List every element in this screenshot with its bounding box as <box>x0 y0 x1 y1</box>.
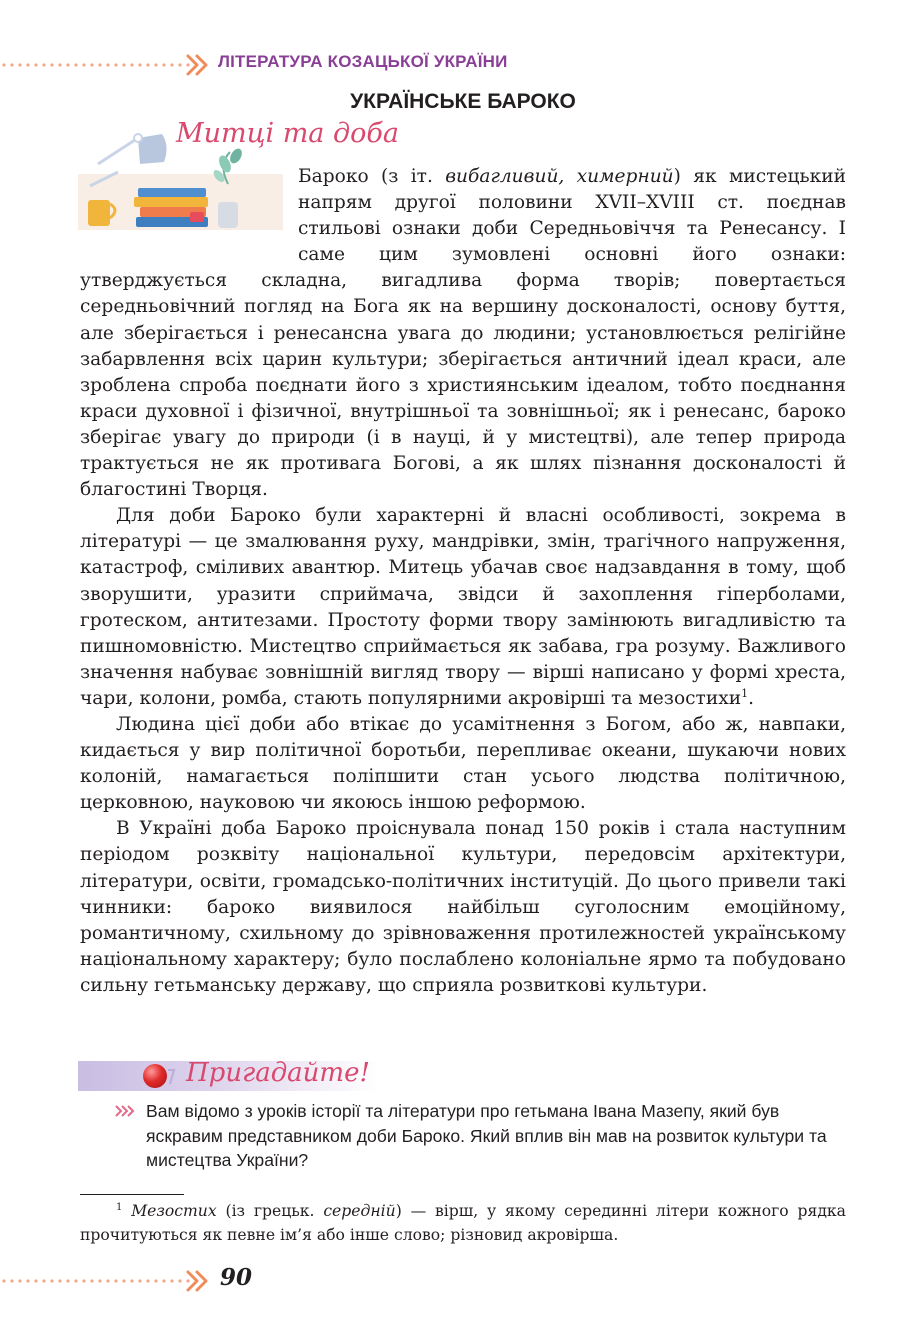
footnote-divider <box>80 1194 184 1195</box>
illustration-spacer <box>80 164 298 246</box>
footnote-text: ) — вірш, у якому серединні літери кожного рядка прочитуються як певне ім’я або інше слово; різновид акровірша. <box>80 1202 846 1244</box>
red-ball-icon <box>143 1064 167 1088</box>
paragraph <box>80 816 846 999</box>
article-body <box>80 164 846 999</box>
paragraph-text: Для доби Бароко були характерні й власні особливості, зокрема в літературі — це змалювання руху, мандрівки, змін, трагічного напруження, катастроф, сміливих авантюр. Митець убачав своє надзавдання в тому, щоб зворушити, уразити сприймача, звідси й захоплення гіперболами, гротеском, антитезами. Простоту форми твору замінюють вигадливістю та пишномовністю. Мистецтво сприймається як забава, гра розуму. Важливого значення набуває зовнішній вигляд твору — вірші написано у формі хреста, чари, колони, ромба, стають популярними акровірші та мезостихи <box>80 505 846 709</box>
paragraph <box>80 503 846 712</box>
footnote-mark[interactable]: 1 <box>741 686 749 700</box>
page-title: УКРАЇНСЬКЕ БАРОКО <box>350 90 576 113</box>
remember-heading: Пригадайте! <box>186 1058 370 1088</box>
footnote-gloss: середній <box>323 1202 396 1220</box>
running-header <box>0 48 560 82</box>
ball-shadow-icon <box>166 1068 176 1086</box>
paragraph-text: Людина цієї доби або втікає до усамітнення з Богом, або ж, навпаки, кидається у вир політичної боротьби, перепливає океани, шукаючи нових колоній, намагається поліпшити стан усього людства політичною, церковною, науковою чи якоюсь іншою реформою. <box>80 713 846 814</box>
remember-question: Вам відомо з уроків історії та літератури про гетьмана Івана Мазепу, який був яскравим представником доби Бароко. Який вплив він мав на розвиток культури та мистецтва України? <box>146 1101 827 1170</box>
page-number: 90 <box>220 1264 253 1291</box>
paragraph-text: Бароко (з іт. <box>298 166 446 187</box>
section-title: ЛІТЕРАТУРА КОЗАЦЬКОЇ УКРАЇНИ <box>218 52 508 71</box>
paragraph-text: ) як мистецький напрям другої половини XVII–XVIII ст. поєднав стильові ознаки доби Середньовіччя та Ренесансу. І саме цим зумовлені основні його ознаки: утверджується складна, вигадлива форма творів; повертається середньовічний погляд на Бога як на вершину досконалості, основу буття, але зберігається і ренесансна увага до людини; установлюється релігійне забарвлення всіх царин культури; зберігається античний ідеал краси, але зроблена спроба поєднати його з християнським ідеалом, тобто поєднання краси духовної і фізичної, внутрішньої та зовнішньої; як і ренесанс, бароко зберігає увагу до природи (і в науці, й у мистецтві), але тепер природа трактується не як противага Богові, а як шлях пізнання досконалості й благостині Творця. <box>80 166 846 501</box>
arrow-bullet-icon <box>114 1104 136 1118</box>
footnote-term: Мезостих <box>131 1202 217 1220</box>
italic-term: вибагливий, химерний <box>445 166 674 187</box>
footnote <box>80 1199 846 1247</box>
rubric-heading: Митці та доба <box>176 118 399 149</box>
paragraph <box>80 712 846 816</box>
paragraph-text: . <box>748 687 755 709</box>
footnote-text: (із грецьк. <box>216 1202 324 1220</box>
dotted-line-decoration <box>0 62 190 68</box>
page-footer <box>0 1262 300 1298</box>
double-chevron-icon <box>184 50 214 80</box>
footnote-number: 1 <box>116 1201 123 1213</box>
dotted-line-decoration <box>0 1278 190 1284</box>
double-chevron-icon <box>184 1266 214 1296</box>
paragraph-text: В Україні доба Бароко проіснувала понад 150 років і стала наступним періодом розквіту національної культури, передовсім архітектури, літератури, освіти, громадсько-політичних інституцій. До цього привели такі чинники: бароко виявилося найбільш суголосним емоційному, романтичному, схильному до зрівноваження протилежностей українському національному характеру; було послаблено колоніальне ярмо та побудовано сильну гетьманську державу, що сприяла розвиткові культури. <box>80 818 846 996</box>
